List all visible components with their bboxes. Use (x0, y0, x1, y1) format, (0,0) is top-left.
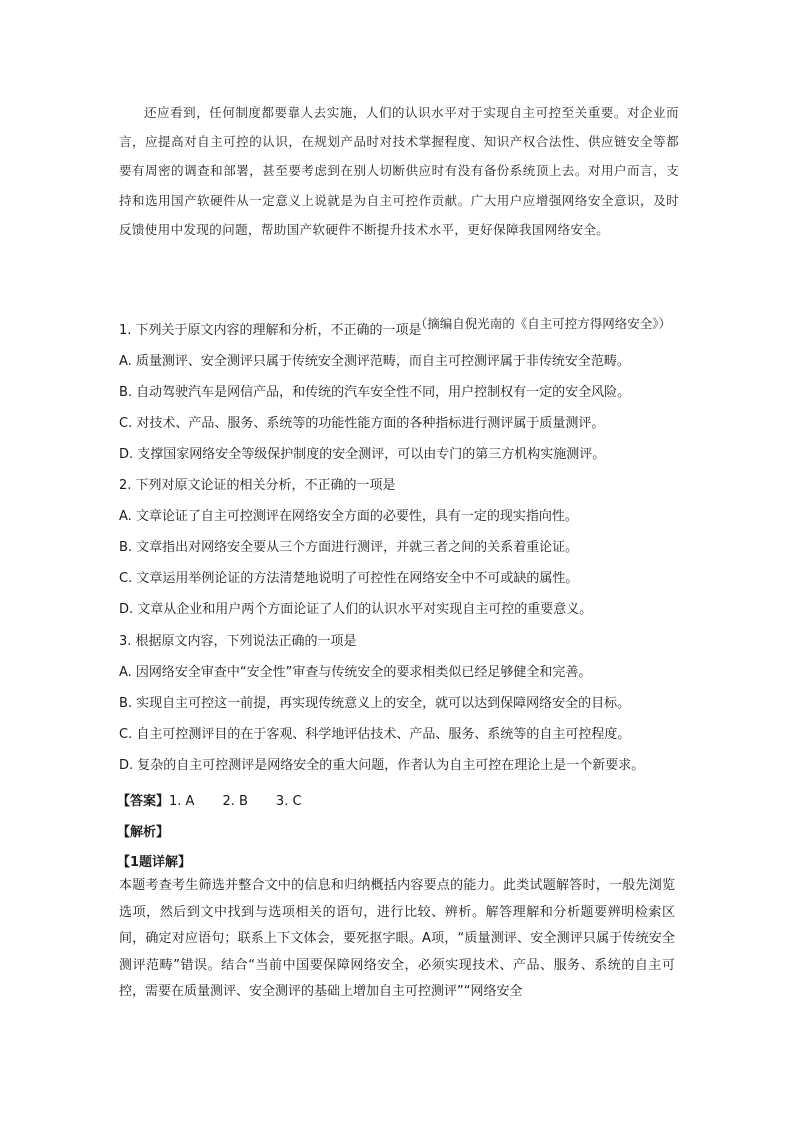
passage-source: （摘编自倪光南的《自主可控方得网络安全》） (414, 316, 671, 331)
question-2-option-a: A. 文章论证了自主可控测评在网络安全方面的必要性，具有一定的现实指向性。 (119, 509, 578, 524)
question-3-option-c: C. 自主可控测评目的在于客观、科学地评估技术、产品、服务、系统等的自主可控程度。 (119, 727, 631, 742)
question-3-stem: 3. 根据原文内容，下列说法正确的一项是 (119, 634, 357, 649)
question-2-option-c: C. 文章运用举例论证的方法清楚地说明了可控性在网络安全中不可或缺的属性。 (119, 571, 579, 586)
passage-paragraph: 还应看到，任何制度都要靠人去实施，人们的认识水平对于实现自主可控至关重要。对企业而言，应提高对自主可控的认识，在规划产品时对技术掌握程度、知识产权合法性、供应链安全等都要有周密的调查和部署，甚至要考虑到在别人切断供应时有没有备份系统顶上去。对用户而言，支持和选用国产软硬件从一定意义上说就是为自主可控作贡献。广大用户应增强网络安全意识，及时反馈使用中发现的问题，帮助国产软硬件不断提升技术水平，更好保障我国网络安全。 (119, 105, 679, 237)
detail-paragraph: 本题考查考生筛选并整合文中的信息和归纳概括内容要点的能力。此类试题解答时，一般先浏览选项，然后到文中找到与选项相关的语句，进行比较、辨析。解答理解和分析题要辨明检索区间，确定对应语句；联系上下文体会，要死抠字眼。A项，“质量测评、安全测评只属于传统安全测评范畴”错误。结合“当前中国要保障网络安全，必须实现技术、产品、服务、系统的自主可控，需要在质量测评、安全测评的基础上增加自主可控测评”“网络安全 (119, 878, 675, 1000)
answer-2: 2. B (222, 794, 248, 809)
question-3-option-b: B. 实现自主可控这一前提，再实现传统意义上的安全，就可以达到保障网络安全的目标。 (119, 696, 631, 711)
detail-heading: 【1题详解】 (117, 855, 192, 870)
answer-3: 3. C (275, 794, 302, 809)
question-1-stem: 1. 下列关于原文内容的理解和分析，不正确的一项是 (119, 323, 422, 338)
answer-label: 【答案】 (117, 794, 170, 809)
question-1-option-c: C. 对技术、产品、服务、系统等的功能性能方面的各种指标进行测评属于质量测评。 (119, 416, 605, 431)
question-1-option-b: B. 自动驾驶汽车是网信产品，和传统的汽车安全性不同，用户控制权有一定的安全风险。 (119, 385, 631, 400)
question-2-option-d: D. 文章从企业和用户两个方面论证了人们的认识水平对实现自主可控的重要意义。 (119, 602, 593, 617)
detail-explanation (119, 873, 675, 1006)
question-1-option-d: D. 支撑国家网络安全等级保护制度的安全测评，可以由专门的第三方机构实施测评。 (119, 447, 606, 462)
answer-row (117, 790, 330, 809)
answer-1: 1. A (169, 794, 195, 809)
question-3-option-d: D. 复杂的自主可控测评是网络安全的重大问题，作者认为自主可控在理论上是一个新要求。 (119, 758, 645, 773)
question-2-option-b: B. 文章指出对网络安全要从三个方面进行测评，并就三者之间的关系着重论证。 (119, 540, 579, 555)
question-2-stem: 2. 下列对原文论证的相关分析，不正确的一项是 (119, 478, 396, 493)
question-3-option-a: A. 因网络安全审查中“安全性”审查与传统安全的要求相类似已经足够健全和完善。 (119, 665, 592, 680)
passage-excerpt (119, 98, 679, 244)
question-1-option-a: A. 质量测评、安全测评只属于传统安全测评范畴，而自主可控测评属于非传统安全范畴。 (119, 354, 630, 369)
analysis-heading: 【解析】 (117, 825, 170, 840)
